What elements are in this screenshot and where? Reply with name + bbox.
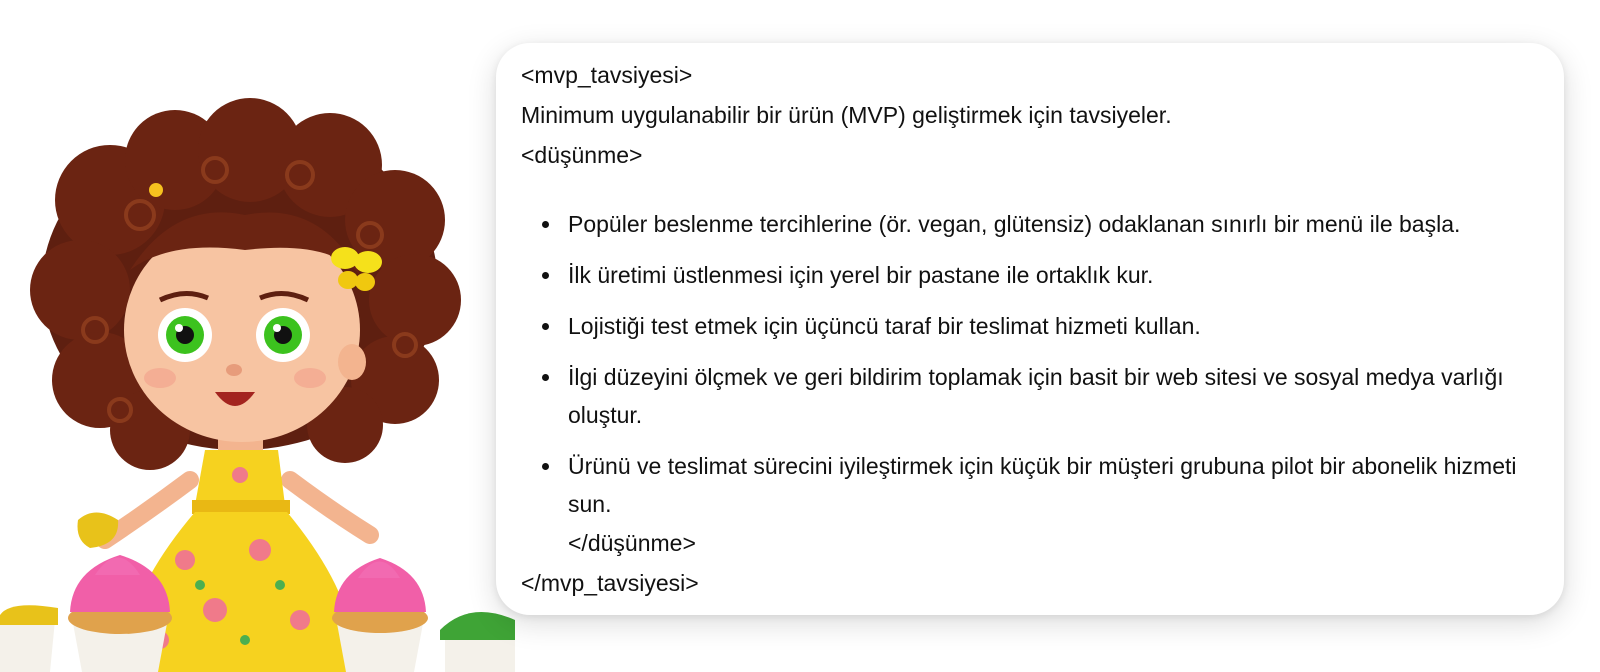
- mvp-close-tag: </mvp_tavsiyesi>: [521, 570, 699, 596]
- cupcake-icon: [0, 605, 58, 672]
- bullet-icon: [542, 323, 549, 330]
- list-item: Lojistiği test etmek için üçüncü taraf bir teslimat hizmeti kullan.: [542, 307, 1536, 345]
- bullet-icon: [542, 272, 549, 279]
- cupcake-icon: [440, 612, 515, 672]
- cartoon-girl-illustration: [0, 0, 530, 672]
- list-item: İlgi düzeyini ölçmek ve geri bildirim toplamak için basit bir web sitesi ve sosyal medya varlığı oluştur.: [542, 358, 1536, 434]
- thinking-open-tag: <düşünme>: [521, 142, 643, 168]
- bullet-icon: [542, 374, 549, 381]
- list-item: Popüler beslenme tercihlerine (ör. vegan, glütensiz) odaklanan sınırlı bir menü ile başla.: [542, 205, 1536, 243]
- bullet-icon: [542, 221, 549, 228]
- mvp-open-tag: <mvp_tavsiyesi>: [521, 62, 693, 88]
- intro-text: Minimum uygulanabilir bir ürün (MVP) geliştirmek için tavsiyeler.: [521, 102, 1172, 128]
- bullet-icon: [542, 463, 549, 470]
- thinking-close-tag: </düşünme>: [568, 530, 696, 556]
- message-card: [496, 43, 1564, 615]
- cupcake-icon: [332, 558, 428, 672]
- recommendation-list: [521, 205, 1536, 523]
- list-item: İlk üretimi üstlenmesi için yerel bir pastane ile ortaklık kur.: [542, 256, 1536, 294]
- list-item: Ürünü ve teslimat sürecini iyileştirmek için küçük bir müşteri grubuna pilot bir abonelik hizmeti sun.: [542, 447, 1536, 523]
